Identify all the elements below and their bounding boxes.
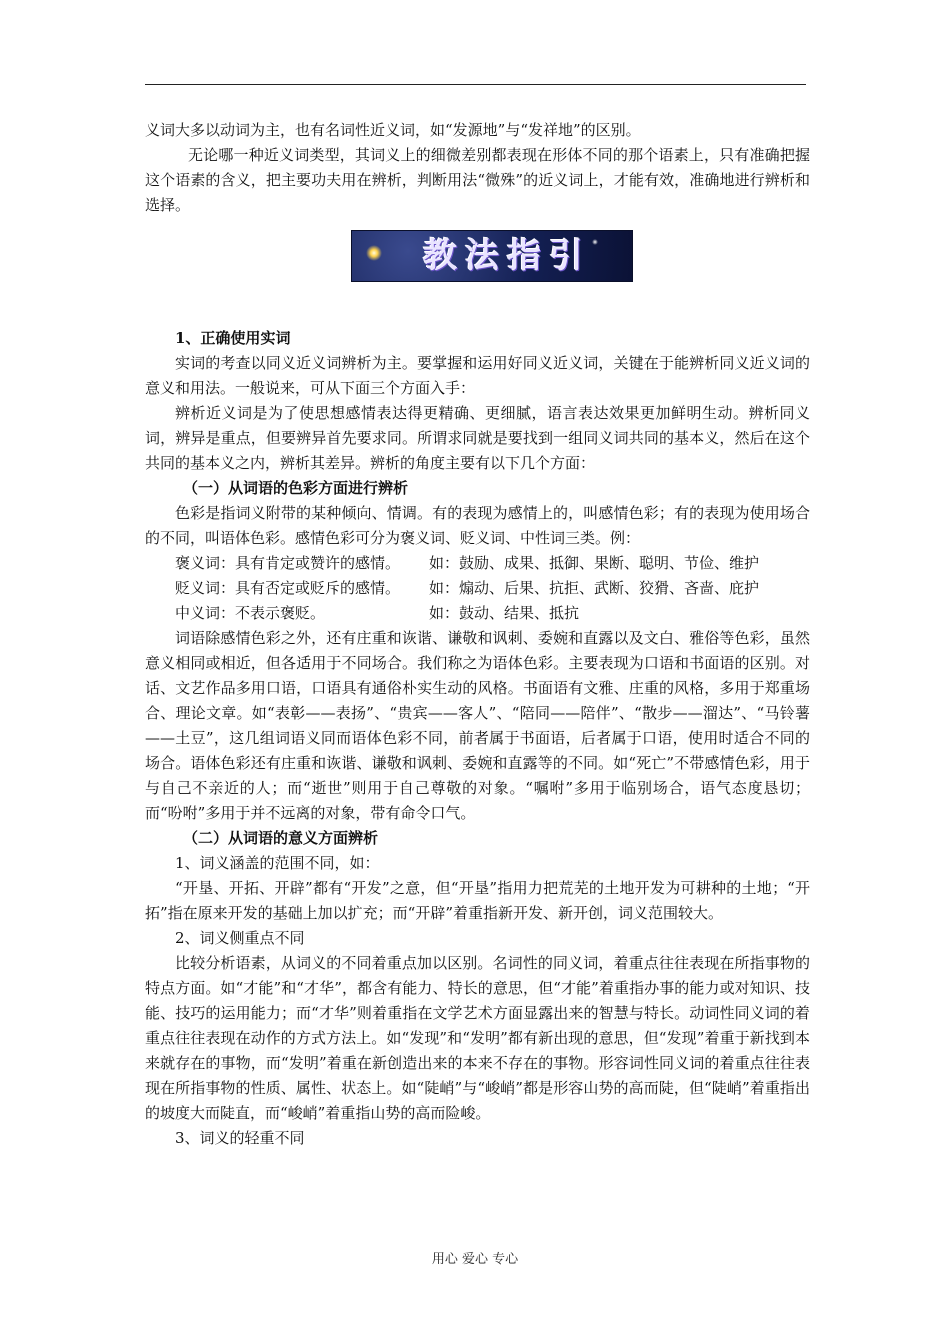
- example-row: [145, 601, 810, 626]
- banner-title: 教法指引: [423, 235, 591, 276]
- example-row: [145, 576, 810, 601]
- paragraph: 辨析近义词是为了使思想感情表达得更精确、更细腻，语言表达效果更加鲜明生动。辨析同义词，辨异是重点，但要辨异首先要求同。所谓求同就是要找到一组同义词共同的基本义，然后在这个共同的基本义之内，辨析其差异。辨析的角度主要有以下几个方面：: [145, 404, 810, 472]
- subsection-heading: （二）从词语的意义方面辨析: [183, 829, 379, 847]
- paragraph: 实词的考查以同义近义词辨析为主。要掌握和运用好同义近义词，关键在于能辨析同义近义词的意义和用法。一般说来，可从下面三个方面入手：: [145, 354, 810, 397]
- paragraph: 无论哪一种近义词类型，其词义上的细微差别都表现在形体不同的那个语素上，只有准确把握这个语素的含义，把主要功夫用在辨析，判断用法“微殊”的近义词上，才能有效，准确地进行辨析和选择。: [145, 146, 810, 214]
- list-item: 2、词义侧重点不同: [175, 929, 305, 947]
- document-body: [145, 118, 810, 1151]
- example-label: 贬义词：具有否定或贬斥的感情。: [175, 579, 401, 597]
- star-icon: [366, 245, 382, 261]
- sparkle-icon: [592, 239, 598, 245]
- paragraph: “开垦、开拓、开辟”都有“开发”之意，但“开垦”指用力把荒芜的土地开发为可耕种的土地；“开拓”指在原来开发的基础上加以扩充；而“开辟”着重指新开发、新开创，词义范围较大。: [145, 879, 810, 922]
- example-words: 如：煽动、后果、抗拒、武断、狡猾、吝啬、庇护: [429, 579, 760, 597]
- list-item: 3、词义的轻重不同: [175, 1129, 305, 1147]
- paragraph: 义词大多以动词为主，也有名词性近义词，如“发源地”与“发祥地”的区别。: [145, 121, 641, 139]
- section-heading: 1、正确使用实词: [175, 329, 291, 347]
- paragraph: 比较分析语素，从词义的不同着重点加以区别。名词性的同义词，着重点往往表现在所指事物的特点方面。如“才能”和“才华”，都含有能力、特长的意思，但“才能”着重指办事的能力或对知识、技能、技巧的运用能力；而“才华”则着重指在文学艺术方面显露出来的智慧与特长。动词性同义词的着重点往往表现在动作的方式方法上。如“发现”和“发明”都有新出现的意思，但“发现”着重于新找到本来就存在的事物，而“发明”着重在新创造出来的本来不存在的事物。形容词性同义词的着重点往往表现在所指事物的性质、属性、状态上。如“陡峭”与“峻峭”都是形容山势的高而陡，但“陡峭”着重指出的坡度大而陡直，而“峻峭”着重指山势的高而险峻。: [145, 954, 810, 1122]
- example-row: [145, 551, 810, 576]
- paragraph: 词语除感情色彩之外，还有庄重和诙谐、谦敬和讽刺、委婉和直露以及文白、雅俗等色彩，虽然意义相同或相近，但各适用于不同场合。我们称之为语体色彩。主要表现为口语和书面语的区别。对话、文艺作品多用口语，口语具有通俗朴实生动的风格。书面语有文雅、庄重的风格，多用于郑重场合、理论文章。如“表彰——表扬”、“贵宾——客人”、“陪同——陪伴”、“散步——溜达”、“马铃薯——土豆”，这几组词语义同而语体色彩不同，前者属于书面语，后者属于口语，使用时适合不同的场合。语体色彩还有庄重和诙谐、谦敬和讽刺、委婉和直露等的不同。如“死亡”不带感情色彩，用于与自己不亲近的人；而“逝世”则用于自己尊敬的对象。“嘱咐”多用于临别场合，语气态度恳切；而“吩咐”多用于并不远离的对象，带有命令口气。: [145, 629, 810, 822]
- teaching-guide-banner: [351, 230, 633, 282]
- subsection-heading: （一）从词语的色彩方面进行辨析: [183, 479, 409, 497]
- example-label: 褒义词：具有肯定或赞许的感情。: [175, 554, 401, 572]
- example-words: 如：鼓励、成果、抵御、果断、聪明、节俭、维护: [429, 554, 760, 572]
- header-rule: [145, 84, 806, 85]
- example-label: 中义词：不表示褒贬。: [175, 604, 326, 622]
- banner-container: [145, 218, 810, 326]
- example-words: 如：鼓动、结果、抵抗: [429, 604, 580, 622]
- paragraph: 色彩是指词义附带的某种倾向、情调。有的表现为感情上的，叫感情色彩；有的表现为使用场合的不同，叫语体色彩。感情色彩可分为褒义词、贬义词、中性词三类。例：: [145, 504, 810, 547]
- page-footer: 用心 爱心 专心: [431, 1252, 519, 1267]
- list-item: 1、词义涵盖的范围不同，如：: [175, 854, 380, 872]
